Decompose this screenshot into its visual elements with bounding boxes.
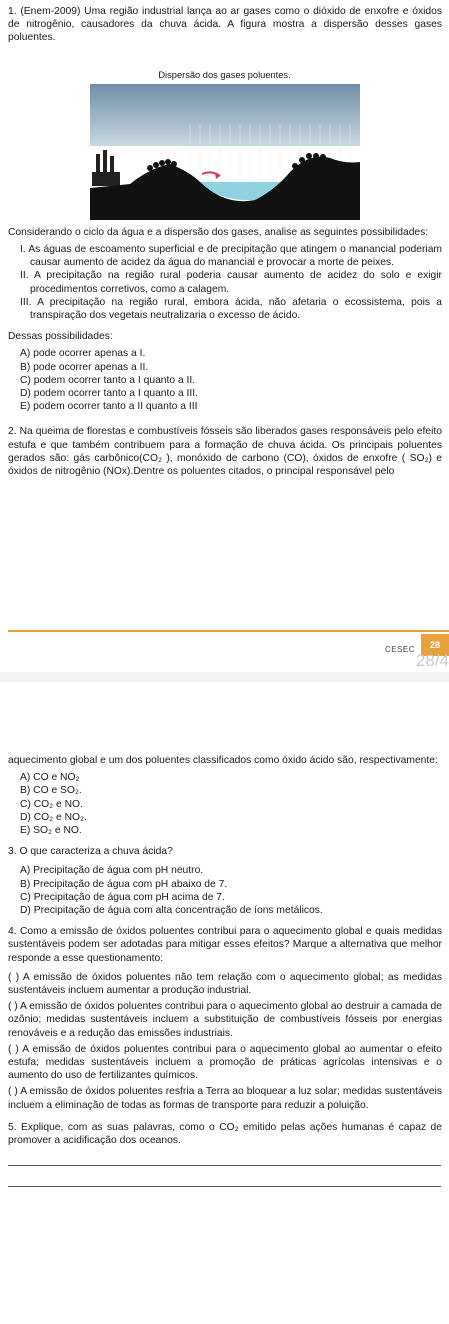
answer-line-1[interactable] — [8, 1165, 441, 1166]
question-1-lead: Dessas possibilidades: — [8, 331, 113, 343]
option-c[interactable]: C) CO₂ e NO. — [20, 798, 83, 810]
option-a[interactable]: A) pode ocorrer apenas a I. — [20, 348, 146, 360]
option-d[interactable]: D) podem ocorrer tanto a I quanto a III. — [20, 388, 199, 400]
question-2-options — [0, 771, 449, 837]
cloud-band — [90, 84, 360, 146]
option-e[interactable]: E) SO₂ e NO. — [20, 825, 82, 837]
choice-4[interactable]: ( ) A emissão de óxidos poluentes resfria a Terra ao bloquear a luz solar; medidas sustentáveis incluem a eliminação de todas as formas de transporte para reduzir a poluição. — [8, 1086, 442, 1111]
option-b[interactable]: B) CO e SO₂. — [20, 785, 82, 797]
page-2 — [0, 672, 449, 1324]
question-2-part-2: aquecimento global e um dos poluentes classificados como óxido ácido são, respectivamente: — [8, 755, 438, 766]
option-b[interactable]: B) Precipitação de água com pH abaixo de 7. — [20, 878, 228, 890]
figure-caption: Dispersão dos gases poluentes. — [158, 69, 291, 80]
option-e[interactable]: E) podem ocorrer tanto a II quanto a III — [20, 401, 198, 413]
footer-divider — [8, 630, 449, 632]
question-4-options — [0, 971, 449, 1112]
statement-iii: III. A precipitação na região rural, embora ácida, não afetaria o ecossistema, pois a transpiração dos vegetais neutralizaria o excesso de ácido. — [20, 296, 443, 322]
option-c[interactable]: C) Precipitação de água com pH acima de 7. — [20, 891, 225, 903]
statements-list — [0, 243, 449, 322]
statement-i: I. As águas de escoamento superficial e de precipitação que atingem o manancial poderiam causar aumento de acidez da água do manancial e provocar a morte de peixes. — [20, 244, 442, 269]
answer-line-2[interactable] — [8, 1186, 441, 1187]
page-number-badge: 28 — [421, 634, 449, 656]
option-a[interactable]: A) CO e NO₂ — [20, 772, 80, 784]
choice-2[interactable]: ( ) A emissão de óxidos poluentes contribui para o aquecimento global ao destruir a camada de ozônio; medidas sustentáveis incluem a substituição de combustíveis fósseis por energias renováveis e a redução das emissões industriais. — [8, 1001, 442, 1039]
question-1-options — [0, 347, 449, 413]
question-1-prompt: Considerando o ciclo da água e a dispersão dos gases, analise as seguintes possibilidades: — [8, 226, 429, 238]
option-a[interactable]: A) Precipitação de água com pH neutro. — [20, 865, 204, 877]
question-2-part-1: 2. Na queima de florestas e combustíveis fósseis são liberados gases responsáveis pelo efeito estufa e que também contribuem para a formação de chuva ácida. Os principais poluentes gerados são: gás carbônico(CO₂ ), monóxido de carbono (CO), óxidos de enxofre ( SO₂) e óxidos de nitrogênio (NOx).Dentre os poluentes citados, o principal responsável pelo — [8, 426, 442, 478]
acid-rain-figure — [90, 84, 360, 220]
question-3-options — [0, 864, 449, 917]
choice-1[interactable]: ( ) A emissão de óxidos poluentes não tem relação com o aquecimento global; as medidas sustentáveis incluem aumentar a produção industrial. — [8, 971, 442, 997]
footer-brand: CESEC — [384, 645, 415, 654]
option-b[interactable]: B) pode ocorrer apenas a II. — [20, 361, 149, 373]
option-c[interactable]: C) podem ocorrer tanto a I quanto a II. — [20, 374, 196, 386]
option-d[interactable]: D) CO₂ e NO₂. — [20, 811, 87, 823]
page-counter: 28/4 — [415, 651, 449, 670]
choice-3[interactable]: ( ) A emissão de óxidos poluentes contribui para o aquecimento global ao aumentar o efeito estufa; medidas sustentáveis incluem a promoção de práticas agrícolas intensivas e o aumento do uso de fertilizantes químicos. — [8, 1043, 442, 1082]
option-d[interactable]: D) Precipitação de água com alta concentração de íons metálicos. — [20, 905, 323, 917]
question-4: 4. Como a emissão de óxidos poluentes contribui para o aquecimento global e quais medidas sustentáveis podem ser adotadas para mitigar esses efeitos? Marque a alternativa que melhor responde a esse questionamento: — [8, 926, 442, 964]
statement-ii: II. A precipitação na região rural poderia causar aumento de acidez do solo e exigir procedimentos corretivos, como a calagem. — [20, 270, 442, 295]
question-5: 5. Explique, com as suas palavras, como o CO₂ emitido pelas ações humanas é capaz de promover a acidificação dos oceanos. — [8, 1121, 442, 1147]
question-3: 3. O que caracteriza a chuva ácida? — [8, 846, 173, 858]
question-1-intro: 1. (Enem-2009) Uma região industrial lança ao ar gases como o dióxido de enxofre e óxidos de nitrogênio, causadores da chuva ácida. A figura mostra a dispersão desses gases poluentes. — [8, 6, 442, 44]
